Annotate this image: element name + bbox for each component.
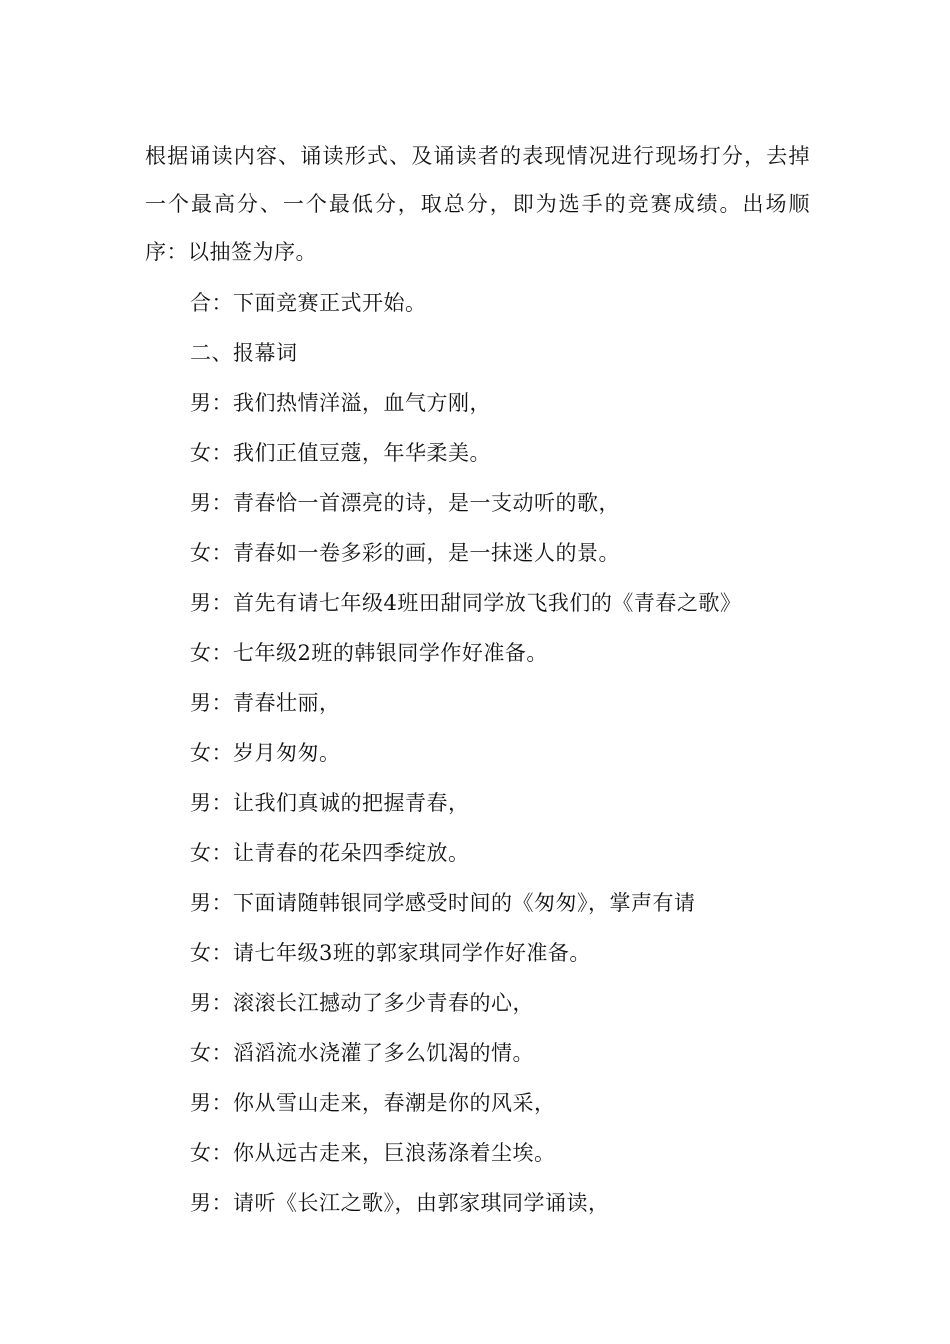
script-line: 女：七年级2班的韩银同学作好准备。 (190, 641, 548, 665)
script-line: 合：下面竞赛正式开始。 (190, 291, 427, 315)
script-line: 男：让我们真诚的把握青春， (190, 791, 470, 815)
script-line: 男：青春壮丽， (190, 691, 341, 715)
script-line: 男：请听《长江之歌》，由郭家琪同学诵读， (190, 1191, 610, 1215)
script-line: 男：青春恰一首漂亮的诗，是一支动听的歌， (190, 491, 620, 515)
script-line: 女：让青春的花朵四季绽放。 (190, 841, 470, 865)
script-line: 女：请七年级3班的郭家琪同学作好准备。 (190, 941, 591, 965)
script-line: 男：我们热情洋溢，血气方刚， (190, 391, 491, 415)
script-line: 男：你从雪山走来，春潮是你的风采， (190, 1091, 556, 1115)
script-line: 女：青春如一卷多彩的画，是一抹迷人的景。 (190, 541, 620, 565)
script-line: 女：我们正值豆蔻，年华柔美。 (190, 441, 491, 465)
script-line: 男：下面请随韩银同学感受时间的《匆匆》，掌声有请 (190, 891, 696, 915)
script-line: 女：你从远古走来，巨浪荡涤着尘埃。 (190, 1141, 556, 1165)
document-body (145, 132, 810, 1228)
script-line: 女：滔滔流水浇灌了多么饥渴的情。 (190, 1041, 534, 1065)
section-heading: 二、报幕词 (190, 341, 298, 365)
script-line: 男：首先有请七年级4班田甜同学放飞我们的《青春之歌》 (190, 591, 742, 615)
opening-paragraph: 根据诵读内容、诵读形式、及诵读者的表现情况进行现场打分，去掉一个最高分、一个最低分，取总分，即为选手的竞赛成绩。出场顺序：以抽签为序。 (145, 144, 810, 264)
script-line: 女：岁月匆匆。 (190, 741, 341, 765)
script-line: 男：滚滚长江撼动了多少青春的心， (190, 991, 534, 1015)
